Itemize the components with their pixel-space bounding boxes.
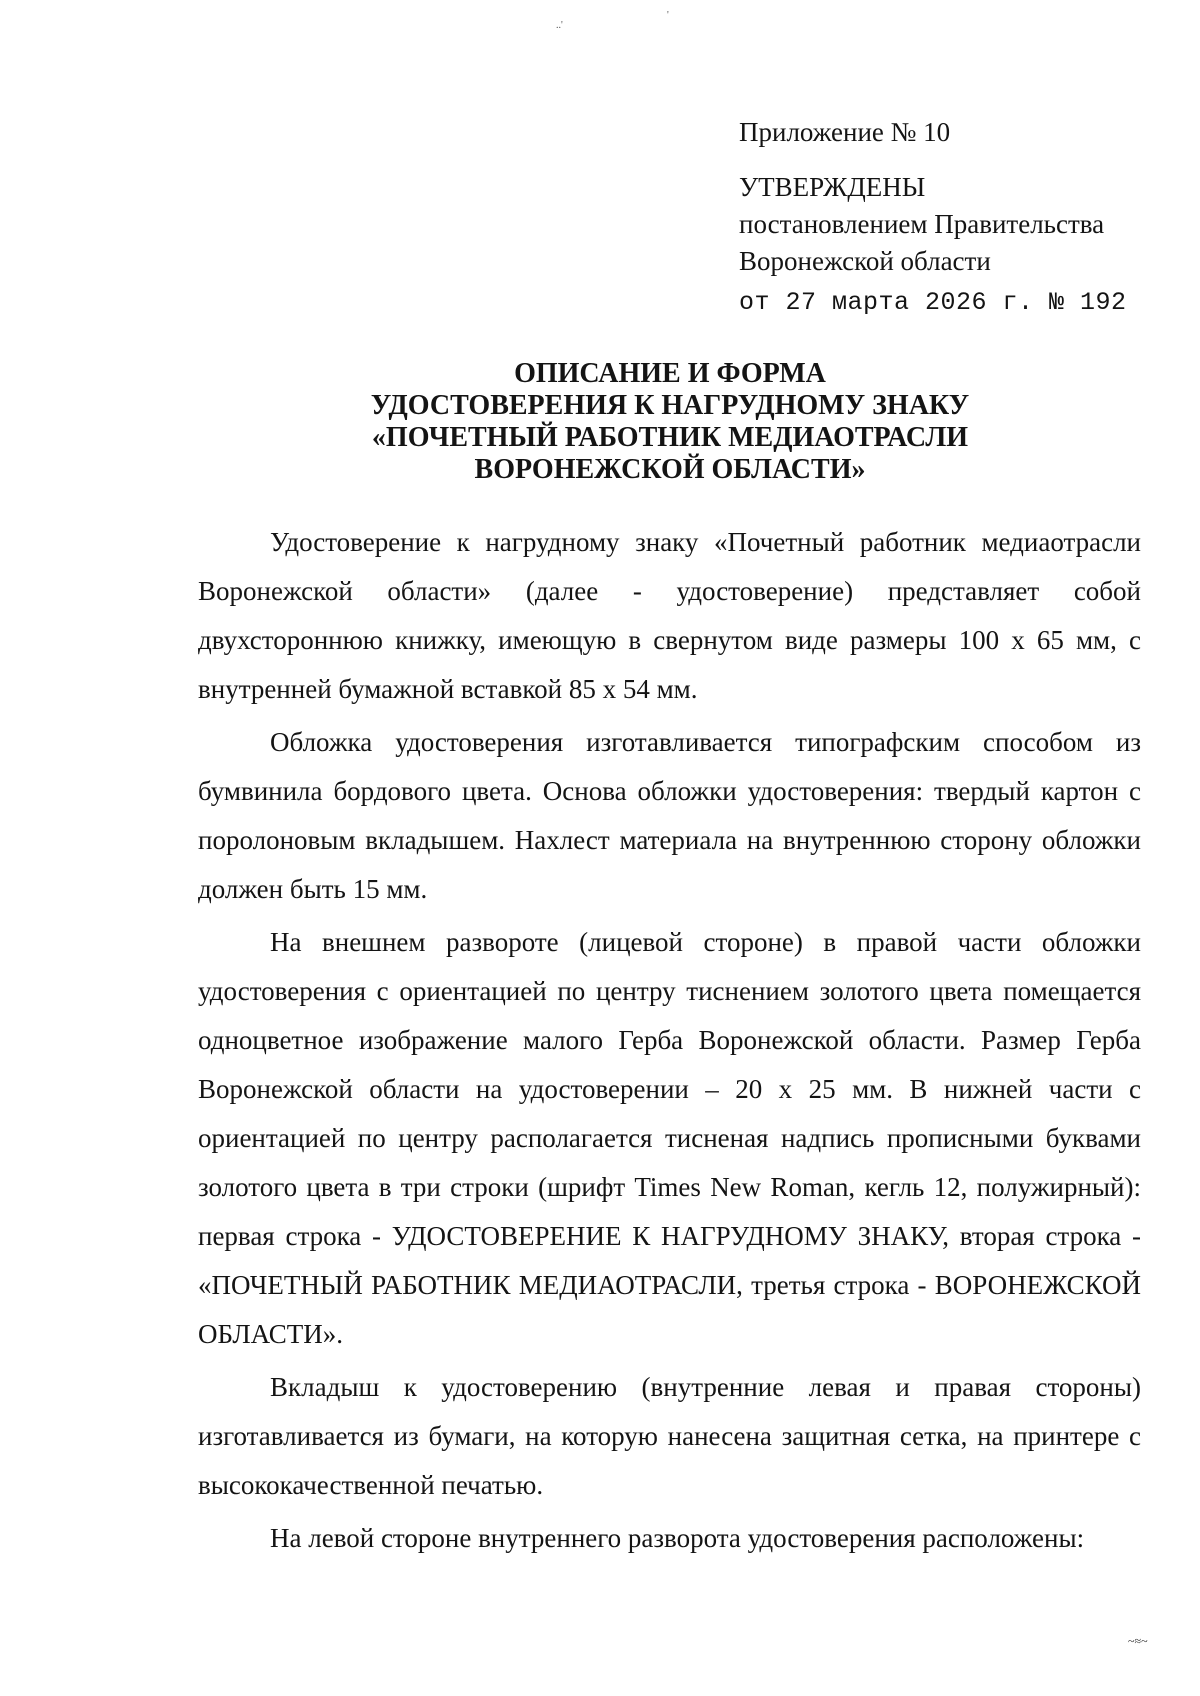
approved-heading: УТВЕРЖДЕНЫ — [739, 172, 926, 202]
scan-artifact-mark: ' — [667, 10, 669, 21]
document-body — [198, 518, 1141, 1567]
approved-by-line: постановлением Правительства — [739, 209, 1105, 239]
body-paragraph: Удостоверение к нагрудному знаку «Почетный работник медиаотрасли Воронежской области» (далее - удостоверение) представляет собой двухстороннюю книжку, имеющую в свернутом виде размеры 100 х 65 мм, с внутренней бумажной вставкой 85 х 54 мм. — [198, 527, 1141, 704]
approval-block — [739, 114, 1159, 321]
title-line: «ПОЧЕТНЫЙ РАБОТНИК МЕДИАОТРАСЛИ — [371, 422, 969, 453]
annex-number: Приложение № 10 — [739, 117, 951, 147]
body-paragraph: На внешнем развороте (лицевой стороне) в правой части обложки удостоверения с ориентацией по центру тиснением золотого цвета помещается одноцветное изображение малого Герба Воронежской области. Размер Герба Воронежской области на удостоверении – 20 х 25 мм. В нижней части с ориентацией по центру располагается тисненая надпись прописными буквами золотого цвета в три строки (шрифт Times New Roman, кегль 12, полужирный): первая строка - УДОСТОВЕРЕНИЕ К НАГРУДНОМУ ЗНАКУ, вторая строка - «ПОЧЕТНЫЙ РАБОТНИК МЕДИАОТРАСЛИ, третья строка - ВОРОНЕЖСКОЙ ОБЛАСТИ». — [198, 927, 1141, 1349]
handwritten-mark: ~≈~ — [1128, 1634, 1148, 1648]
title-line: ВОРОНЕЖСКОЙ ОБЛАСТИ» — [474, 454, 866, 485]
title-line: ОПИСАНИЕ И ФОРМА — [514, 358, 826, 389]
document-title — [200, 358, 1140, 486]
body-paragraph: Обложка удостоверения изготавливается типографским способом из бумвинила бордового цвета. Основа обложки удостоверения: твердый картон с поролоновым вкладышем. Нахлест материала на внутреннюю сторону обложки должен быть 15 мм. — [198, 727, 1141, 904]
body-paragraph: Вкладыш к удостоверению (внутренние левая и правая стороны) изготавливается из бумаги, на которую нанесена защитная сетка, на принтере с высококачественной печатью. — [198, 1372, 1141, 1500]
scan-artifact-mark: ..' — [556, 20, 563, 31]
approved-by-line: Воронежской области — [739, 246, 991, 276]
title-line: УДОСТОВЕРЕНИЯ К НАГРУДНОМУ ЗНАКУ — [370, 390, 970, 421]
body-paragraph: На левой стороне внутреннего разворота удостоверения расположены: — [270, 1523, 1085, 1553]
registration-stamp: от 27 марта 2026 г. № 192 — [739, 288, 1127, 317]
